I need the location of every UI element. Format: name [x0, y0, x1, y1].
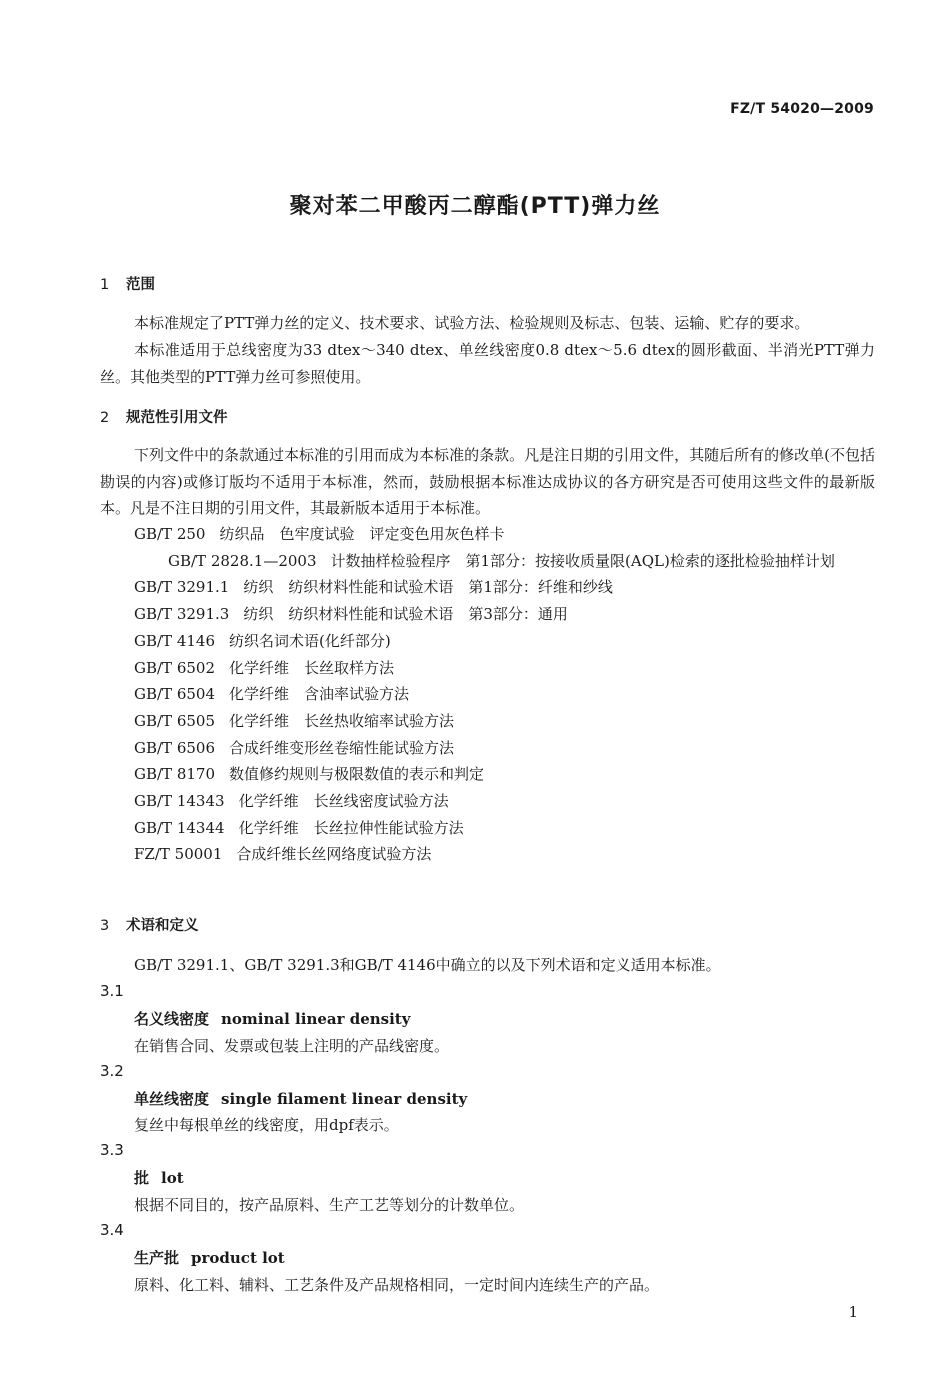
reference-item [100, 681, 875, 708]
reference-code: GB/T 6504 [134, 685, 216, 704]
reference-title: 化学纤维 长丝线密度试验方法 [238, 792, 449, 811]
reference-item [100, 521, 875, 548]
section-number: 2 [100, 410, 110, 426]
reference-code: GB/T 3291.1 [134, 578, 230, 597]
reference-item [100, 841, 875, 868]
reference-list [100, 521, 875, 868]
reference-title: 纺织 纺织材料性能和试验术语 第1部分：纤维和纱线 [243, 578, 613, 597]
reference-title: 化学纤维 长丝热收缩率试验方法 [229, 711, 455, 730]
scope-paragraph-1: 本标准规定了PTT弹力丝的定义、技术要求、试验方法、检验规则及标志、包装、运输、贮存的要求。 [134, 314, 810, 332]
reference-code: GB/T 250 [134, 525, 206, 543]
reference-item [100, 788, 875, 815]
reference-title: 纺织名词术语(化纤部分) [229, 631, 391, 650]
reference-title: 纺织 纺织材料性能和试验术语 第3部分：通用 [243, 605, 568, 624]
reference-item [100, 735, 875, 762]
reference-item [100, 761, 875, 788]
reference-item [100, 655, 875, 682]
term-name-zh: 生产批 [134, 1249, 180, 1267]
section-title: 术语和定义 [126, 918, 199, 934]
term-heading [134, 1167, 184, 1188]
term-number: 3.3 [100, 1141, 124, 1159]
page-number: 1 [848, 1303, 858, 1321]
reference-code: GB/T 6502 [134, 658, 216, 677]
reference-item [100, 548, 875, 575]
section-2-heading [100, 406, 228, 427]
section-title: 范围 [126, 277, 155, 293]
reference-code: GB/T 3291.3 [134, 605, 230, 624]
term-name-zh: 单丝线密度 [134, 1090, 210, 1108]
reference-code: GB/T 2828.1—2003 [168, 551, 317, 570]
reference-code: FZ/T 50001 [134, 845, 223, 864]
term-name-zh: 批 [134, 1169, 150, 1187]
standard-code: FZ/T 54020—2009 [730, 101, 874, 117]
section-3-heading [100, 914, 199, 935]
reference-title: 化学纤维 含油率试验方法 [229, 685, 410, 704]
term-heading [134, 1247, 285, 1268]
term-number: 3.1 [100, 982, 124, 1000]
reference-item [100, 574, 875, 601]
section-title: 规范性引用文件 [126, 410, 228, 426]
section-1-heading [100, 273, 155, 294]
reference-code: GB/T 14343 [134, 792, 225, 811]
term-name-zh: 名义线密度 [134, 1010, 210, 1028]
reference-code: GB/T 4146 [134, 631, 216, 650]
reference-title: 合成纤维变形丝卷缩性能试验方法 [229, 738, 455, 757]
term-name-en: product lot [191, 1249, 285, 1267]
term-name-en: single filament linear density [221, 1090, 468, 1108]
term-heading [134, 1088, 467, 1109]
term-heading [134, 1008, 410, 1029]
term-definition: 根据不同目的，按产品原料、生产工艺等划分的计数单位。 [134, 1196, 525, 1214]
scope-paragraph-2: 本标准适用于总线密度为33 dtex～340 dtex、单丝线密度0.8 dtex～5.6 dtex的圆形截面、半消光PTT弹力丝。其他类型的PTT弹力丝可参照使用。 [100, 341, 875, 386]
reference-item [100, 708, 875, 735]
term-number: 3.2 [100, 1062, 124, 1080]
reference-title: 数值修约规则与极限数值的表示和判定 [229, 765, 485, 784]
term-definition: 原料、化工料、辅料、工艺条件及产品规格相同，一定时间内连续生产的产品。 [134, 1276, 660, 1294]
reference-code: GB/T 6505 [134, 711, 216, 730]
term-definition: 在销售合同、发票或包装上注明的产品线密度。 [134, 1037, 450, 1055]
document-title: 聚对苯二甲酸丙二醇酯(PTT)弹力丝 [289, 194, 661, 219]
reference-item [100, 815, 875, 842]
section-number: 3 [100, 918, 110, 934]
reference-title: 化学纤维 长丝拉伸性能试验方法 [238, 818, 464, 837]
term-number: 3.4 [100, 1221, 124, 1239]
term-definition: 复丝中每根单丝的线密度，用dpf表示。 [134, 1116, 399, 1134]
reference-title: 纺织品 色牢度试验 评定变色用灰色样卡 [219, 525, 505, 543]
reference-item [100, 601, 875, 628]
reference-title: 计数抽样检验程序 第1部分：按接收质量限(AQL)检索的逐批检验抽样计划 [330, 551, 835, 570]
reference-item [100, 628, 875, 655]
reference-code: GB/T 6506 [134, 738, 216, 757]
references-intro: 下列文件中的条款通过本标准的引用而成为本标准的条款。凡是注日期的引用文件，其随后所有的修改单(不包括勘误的内容)或修订版均不适用于本标准，然而，鼓励根据本标准达成协议的各方研究是否可使用这些文件的最新版本。凡是不注日期的引用文件，其最新版本适用于本标准。 [100, 446, 875, 517]
reference-title: 化学纤维 长丝取样方法 [229, 658, 395, 677]
reference-code: GB/T 14344 [134, 818, 225, 837]
reference-title: 合成纤维长丝网络度试验方法 [236, 845, 432, 864]
section-number: 1 [100, 277, 110, 293]
term-name-en: lot [161, 1169, 184, 1187]
terms-intro: GB/T 3291.1、GB/T 3291.3和GB/T 4146中确立的以及下列术语和定义适用本标准。 [134, 956, 721, 974]
term-name-en: nominal linear density [221, 1010, 411, 1028]
reference-code: GB/T 8170 [134, 765, 216, 784]
